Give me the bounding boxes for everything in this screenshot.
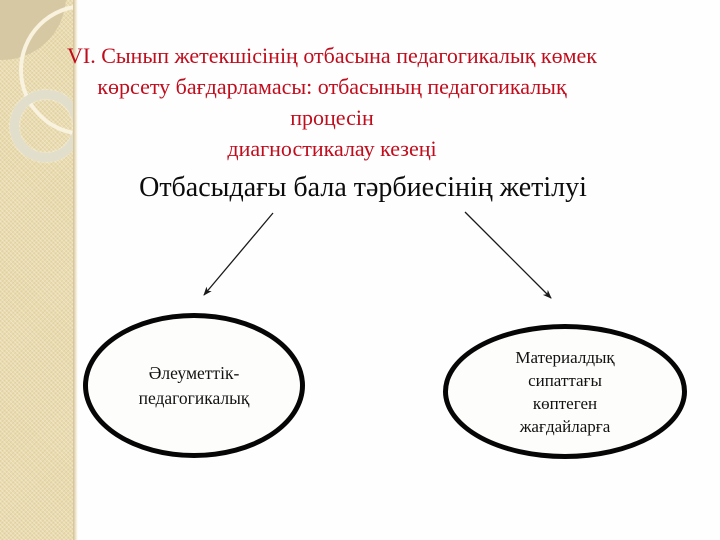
ellipse-text-line: педагогикалық [138, 387, 250, 408]
ellipse-text-line: сипаттағы [528, 370, 602, 390]
slide-title [58, 40, 606, 164]
ellipse-text-line: көптеген [532, 393, 598, 413]
arrow-to-right-ellipse [465, 212, 551, 298]
ellipse-text-line: Әлеуметтік- [148, 362, 240, 383]
slide-title-line: VI. Сынып жетекшісінің отбасына педагогикалық көмек [67, 43, 597, 68]
slide-title-line: көрсету бағдарламасы: отбасының педагогикалық процесін [97, 74, 567, 130]
diagram-heading: Отбасыдағы бала тәрбиесінің жетілуі [139, 172, 587, 203]
ellipse-social-pedagogical [83, 313, 305, 458]
ellipse-text-line: Материалдық [515, 347, 615, 367]
ellipse-material-conditions [443, 324, 687, 459]
ellipse-text-line: жағдайларға [519, 416, 611, 436]
slide-title-line: диагностикалау кезеңі [227, 136, 437, 161]
arrow-to-left-ellipse [204, 213, 273, 295]
